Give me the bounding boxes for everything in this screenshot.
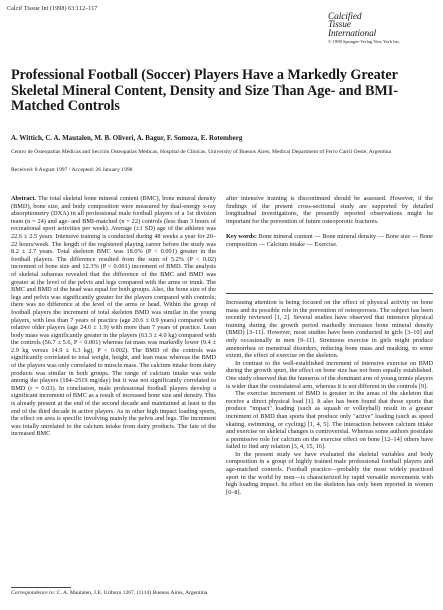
logo-line-2: Tissue — [328, 20, 351, 31]
abstract-text: The total skeletal bone mineral content (BMC), bone mineral density (BMD), bone size, and body composition were measured by dual-energy x-ray absorptiometry (DXA) in all professional male football players of a 1st division team (n = 24) and age- and BMI-matched (n = 22) controls (less than 3 hours of recreational sport activities per week). Average (±1 SD) age of the athletes was 22.6 ± 2.5 years. Intensive training is conducted during 48 weeks a year for 20–22 hours/week. The length of the registered playing career before the study was 8.2 ± 2.7 years. Total skeleton BMC was 18.0% (P < 0.001) greater in the football players. The difference resulted from the sum of 5.2% (P < 0.02) increment of bone size and 12.3% (P < 0.001) increment of BMD. The analysis of skeletal subareas revealed that the difference of the BMC and BMD was greater at the level of the pelvis and legs compared with the arms or trunk. The BMC and BMD of the head was equal for both groups. Also, the bone size of the legs and pelvis was significantly greater for the players compared with controls; there was no difference at the level of the arms or head. Within the group of football players the increment of total skeleton BMD was similar in the young players, with less than 7 years of practice (age 20.6 ± 0.9 years) compared with relative older players (age 24.6 ± 1.9) with more than 7 years of practice. Lean body mass was significantly greater in the players (63.3 ± 4.0 kg) compared with the controls (56.7 ± 5.6, P < 0.001) whereas fat mass was markedly lower (9.4 ± 2.9 kg versus 14.9 ± 6.3 kg), P < 0.002). The BMD of the controls was significantly correlated to total weight, height, and lean mass whereas the BMD of the players was only correlated to muscle mass. The calcium intake from dairy products was similar in both groups. The range of calcium intake was wide among the players (184–2519 mg/day) but it was not significantly correlated to BMD (r = 0.03). In conclusion, male professional football players develop a significant increment of BMC as a result of increased bone size and density. This is already present at the end of the second decade and maintained at least to the end of the third decade in active players. As in other high impact loading sports, the effect on area is specific involving mainly the pelvis and legs. The increment was totally unrelated to the calcium intake from dairy products. The fate of the increased BMC — [11, 195, 216, 438]
section-divider — [226, 293, 433, 294]
correspondence-footnote — [11, 590, 216, 597]
received-dates: Received: 8 August 1997 / Accepted: 26 January 1998 — [11, 167, 133, 173]
journal-reference: Calcif Tissue Int (1998) 63:112–117 — [7, 6, 98, 12]
logo-line-3: International — [328, 28, 377, 39]
body-paragraph: In contrast to the well-established increment of intensive exercise on BMD during the growth spurt, the effect on bone size has not been equally established. One study observed that the humerus of the dominant arm of young tennis players is wider than the contralateral arm, whereas it is not different in the controls [9]. — [226, 359, 433, 390]
abstract-paragraph — [11, 195, 216, 438]
abstract-column — [11, 195, 216, 438]
copyright-notice: © 1998 Springer-Verlag New York Inc. — [328, 39, 401, 45]
abstract-label: Abstract. — [11, 195, 37, 202]
keywords-paragraph — [226, 233, 433, 248]
keywords-text: Bone mineral content — Bone mineral density — Bone size — Bone composition — Calcium intake — Exercise. — [226, 233, 433, 248]
correspondence-text: C. A. Mautalen, J.E. Uriburu 1267, (1114) Buenos Aires, Argentina — [55, 590, 208, 596]
journal-logo — [328, 13, 436, 44]
correspondence-label: Correspondence to: — [11, 590, 56, 596]
abstract-continuation: after intensive training is discontinued should be assessed. However, if the findings of the present cross-sectional study are supported by detailed longitudinal investigations, the presently reported observations might be important for the prevention of future osteoporotic fractures. — [226, 195, 433, 225]
affiliation: Centro de Osteopatías Médicas and Sección Osteopatías Médicas, Hospital de Clínicas, University of Buenos Aires, Medical Department of Ferro Carril Oeste, Argentina — [11, 149, 392, 155]
introduction-column — [226, 299, 433, 496]
body-paragraph: The exercise increment of BMD is greater in the areas of the skeleton that receive a direct physical load [1]. It also has been found that those sports that produce "impact" loading (such as squash or volleyball) result in a greater increment of BMD than sports that produce only "active" loading (such as speed skating, swimming, or cycling) [1, 4, 5]. The interaction between calcium intake and exercise on skeletal changes is controversial. Whereas some authors postulate a permissive role for calcium on the exercise effect on bone [12–14] others have failed to find any relation [3, 4, 15, 16]. — [226, 390, 433, 451]
body-paragraph: In the present study we have evaluated the skeletal variables and body composition in a group of highly trained male professional football players and age-matched controls. Football practice—probably the most widely practiced sport in the world by men—is characterized by rapid versatile movements with high loading impact. Its effect on the skeleton has only been reported in women [6–8]. — [226, 450, 433, 496]
body-paragraph: Increasing attention is being focused on the effect of physical activity on bone mass and its possible role in the prevention of osteoporosis. The subject has been recently reviewed [1, 2]. Several studies have observed that intensive physical training during the growth period markedly increases bone mineral density (BMD) [3–11]. However, most studies have been conducted in girls [3–10] and only occasionally in men [9–11]. Strenuous exercise in girls might produce amenorrhea or menstrual disorders, reducing bone mass and masking, to some extent, the effect of exercise on the skeleton. — [226, 299, 433, 360]
abstract-continuation-column — [226, 195, 433, 249]
logo-line-1: Calcified — [328, 12, 362, 22]
author-list: A. Wittich, C. A. Mautalen, M. B. Oliveri, A. Bagur, F. Somoza, E. Rotemberg — [11, 134, 243, 142]
keywords-label: Key words: — [226, 233, 257, 241]
article-title: Professional Football (Soccer) Players Have a Markedly Greater Skeletal Mineral Content, Density and Size Than Age- and BMI-Matched Controls — [11, 67, 398, 115]
footnote-divider — [11, 587, 71, 588]
